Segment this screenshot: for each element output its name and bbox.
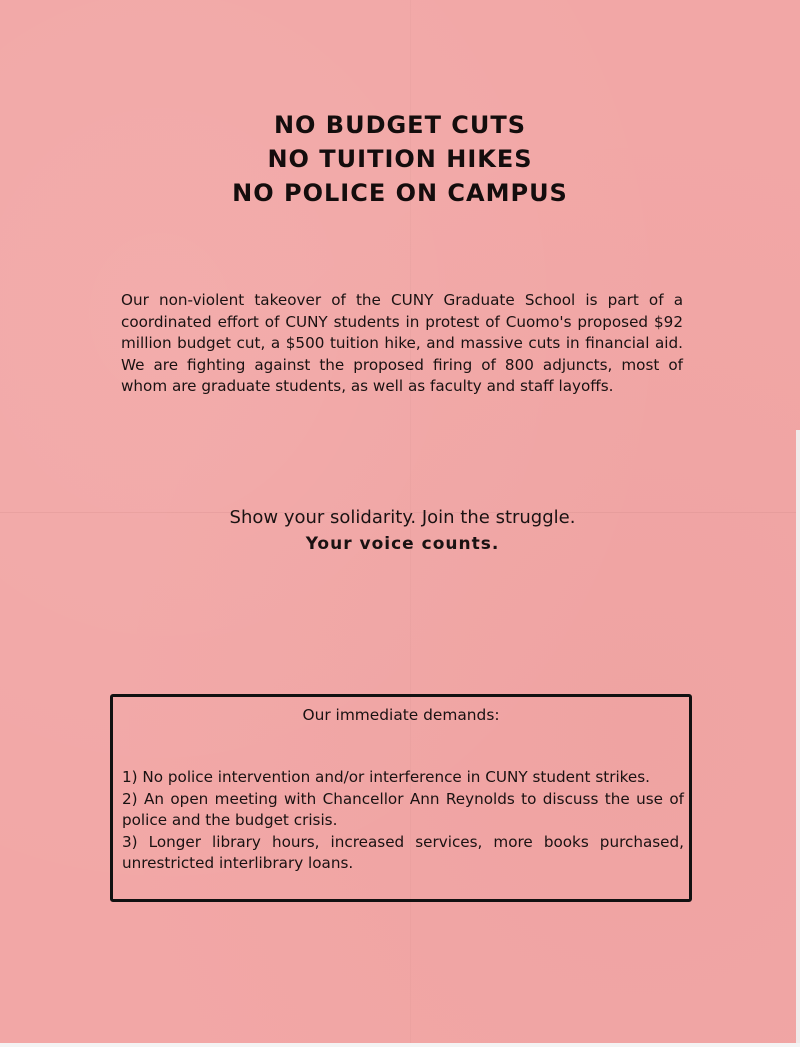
headline [0, 108, 800, 210]
body-paragraph: Our non-violent takeover of the CUNY Graduate School is part of a coordinated effort of CUNY students in protest of Cuomo's proposed $92 million budget cut, a $500 tuition hike, and massive cuts in financial aid. We are fighting against the proposed firing of 800 adjuncts, most of whom are graduate students, as well as faculty and staff layoffs. [121, 291, 683, 396]
headline-line-1: NO BUDGET CUTS [273, 111, 527, 139]
headline-line-2: NO TUITION HIKES [267, 145, 533, 173]
call-to-action-line-1: Show your solidarity. Join the struggle. [229, 507, 576, 528]
scan-edge-bottom [0, 1043, 800, 1047]
headline-line-3: NO POLICE ON CAMPUS [232, 179, 568, 207]
demands-box [110, 694, 692, 902]
demands-list [122, 767, 684, 875]
demand-item-3: 3) Longer library hours, increased services, more books purchased, unrestricted interlibrary loans. [122, 832, 684, 873]
demand-item-2: 2) An open meeting with Chancellor Ann Reynolds to discuss the use of police and the budget crisis. [122, 789, 684, 830]
call-to-action-line-2: Your voice counts. [305, 534, 500, 554]
demands-title: Our immediate demands: [302, 706, 500, 724]
demand-item-1: 1) No police intervention and/or interference in CUNY student strikes. [122, 768, 651, 786]
call-to-action [0, 505, 800, 557]
